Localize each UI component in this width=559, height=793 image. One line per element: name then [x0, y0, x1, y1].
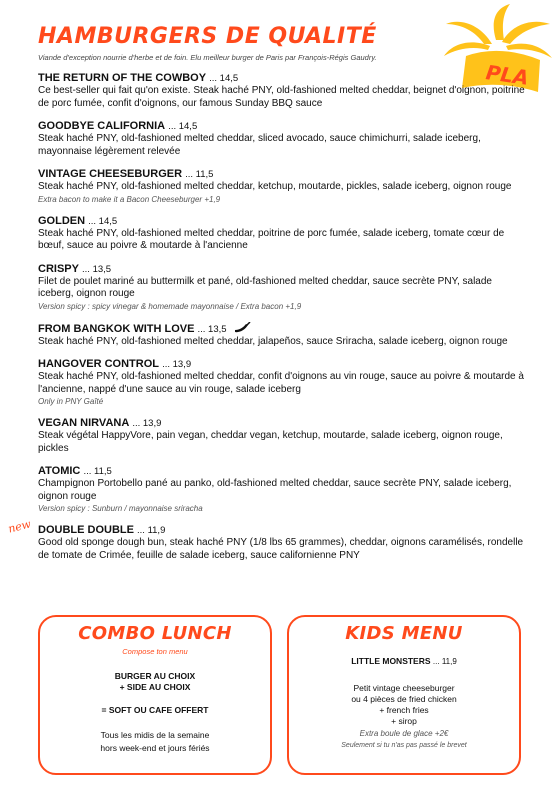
list-item: [38, 358, 528, 407]
item-note: Extra bacon to make it a Bacon Cheeseburger +1,9: [38, 194, 221, 204]
list-item: [38, 168, 528, 205]
item-note: Only in PNY Gaîté: [38, 397, 104, 406]
item-description: Steak haché PNY, old-fashioned melted cheddar, ketchup, moutarde, pickles, salade iceberg, oignon rouge: [38, 181, 512, 192]
combo-line-offer: = SOFT OU CAFE OFFERT: [101, 705, 209, 715]
kids-footnote: Seulement si tu n'as pas passé le brevet: [341, 742, 467, 749]
list-item: [38, 72, 528, 110]
item-description: Steak végétal HappyVore, pain vegan, cheddar vegan, ketchup, moutarde, salade iceberg, oignon rouge, pickles: [38, 430, 503, 454]
combo-line-days: Tous les midis de la semaine: [100, 730, 210, 740]
kids-line-4: + sirop: [391, 716, 417, 726]
kids-extra: Extra boule de glace +2€: [359, 729, 449, 738]
item-name: VINTAGE CHEESEBURGER: [38, 168, 183, 180]
kids-line-3: + french fries: [379, 705, 429, 715]
kids-item: [289, 656, 519, 667]
list-item: [38, 120, 528, 158]
combo-line-burger: BURGER AU CHOIX: [114, 671, 196, 681]
item-name: VEGAN NIRVANA: [38, 417, 130, 429]
item-description: Good old sponge dough bun, steak haché PNY (1/8 lbs 65 grammes), cheddar, oignons caramélisés, rondelle de tomate de Crimée, feuille de salade iceberg, sauce californienne PNY: [38, 537, 524, 561]
page-title: HAMBURGERS DE QUALITÉ: [38, 24, 377, 49]
combo-lunch-box: [38, 615, 272, 775]
item-price: ... 13,9: [132, 418, 162, 429]
item-price: ... 13,9: [162, 359, 192, 370]
item-name: GOODBYE CALIFORNIA: [38, 120, 166, 132]
item-name: THE RETURN OF THE COWBOY: [38, 72, 207, 84]
item-note: Version spicy : Sunburn / mayonnaise sriracha: [38, 504, 203, 513]
item-name: GOLDEN: [38, 214, 86, 227]
list-item: [38, 215, 528, 253]
item-price: ... 11,5: [83, 466, 112, 477]
item-name: DOUBLE DOUBLE: [38, 524, 134, 536]
item-price: ... 14,5: [88, 215, 118, 227]
page-subtitle: Viande d'exception nourrie d'herbe et de foin. Elu meilleur burger de Paris par François-Régis Gaudry.: [38, 53, 377, 62]
item-price: ... 13,5: [82, 263, 112, 275]
combo-line-side: + SIDE AU CHOIX: [119, 682, 191, 692]
burger-list: [6, 72, 528, 572]
combo-title: COMBO LUNCH: [78, 623, 232, 644]
item-description: Steak haché PNY, old-fashioned melted cheddar, confit d'oignons au vin rouge, sauce au poivre & moutarde à l'ancienne, nappé d'une sauce au vin rouge, salade iceberg: [38, 371, 524, 395]
item-name: FROM BANGKOK WITH LOVE: [38, 322, 195, 335]
kids-item-price: ... 11,9: [432, 657, 457, 666]
kids-line-2: ou 4 pièces de fried chicken: [351, 694, 457, 704]
item-description: Filet de poulet mariné au buttermilk et pané, old-fashioned melted cheddar, sauce secrète PNY, salade iceberg, oignon rouge: [38, 275, 492, 299]
kids-line-1: Petit vintage cheeseburger: [353, 683, 455, 693]
list-item: [38, 417, 528, 455]
item-name: CRISPY: [38, 262, 79, 275]
item-description: Champignon Portobello pané au panko, old-fashioned melted cheddar, sauce secrète PNY, salade iceberg, oignon rouge: [38, 478, 512, 502]
item-description: Steak haché PNY, old-fashioned melted cheddar, poitrine de porc fumée, salade iceberg, tomate cœur de bœuf, sauce au poivre & moutarde à l'ancienne: [38, 227, 505, 251]
item-price: ... 14,5: [209, 73, 239, 84]
item-price: ... 11,9: [137, 525, 166, 536]
item-description: Steak haché PNY, old-fashioned melted cheddar, jalapeños, sauce Sriracha, salade iceberg, oignon rouge: [38, 335, 508, 347]
item-name: HANGOVER CONTROL: [38, 358, 159, 370]
kids-menu-box: [287, 615, 521, 775]
combo-line-exceptions: hors week-end et jours fériés: [100, 743, 210, 753]
item-description: Ce best-seller qui fait qu'on existe. Steak haché PNY, old-fashioned melted cheddar, beignet d'oignon, poitrine de porc fumée, confit d'oignons, our famous Sunday BBQ sauce: [38, 85, 525, 109]
kids-item-name: LITTLE MONSTERS: [351, 656, 431, 666]
kids-title: KIDS MENU: [345, 623, 463, 644]
list-item: [38, 263, 528, 312]
combo-subtitle: Compose ton menu: [122, 647, 188, 656]
item-price: ... 14,5: [168, 121, 198, 132]
item-price: ... 13,5: [197, 323, 227, 335]
item-name: ATOMIC: [38, 465, 81, 477]
list-item: [38, 322, 528, 349]
list-item: [6, 517, 528, 562]
item-description: Steak haché PNY, old-fashioned melted cheddar, sliced avocado, sauce chimichurri, salade iceberg, mayonnaise légèrement relevée: [38, 133, 481, 157]
item-price: ... 11,5: [185, 169, 214, 180]
item-note: Version spicy : spicy vinegar & homemade mayonnaise / Extra bacon +1,9: [38, 301, 302, 311]
list-item: [38, 465, 528, 514]
logo-text: PLA: [484, 60, 531, 90]
chili-pepper-icon: [233, 322, 251, 334]
new-badge: new: [6, 517, 33, 536]
